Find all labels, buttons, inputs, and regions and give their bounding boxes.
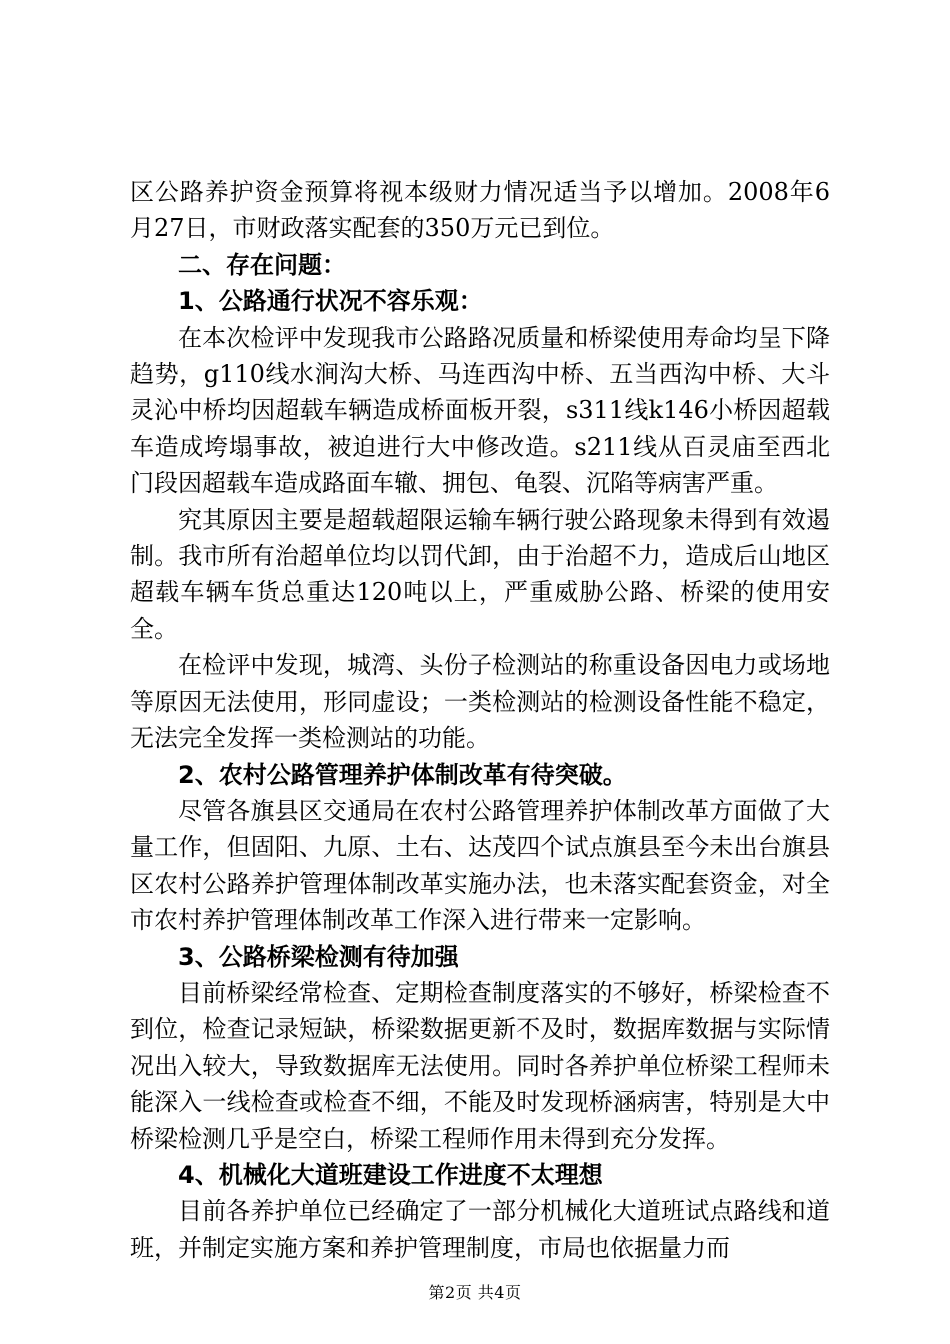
paragraph-continued: 区公路养护资金预算将视本级财力情况适当予以增加。2008年6月27日，市财政落实配套的350万元已到位。: [130, 178, 830, 243]
subheading-4: 4、机械化大道班建设工作进度不太理想: [178, 1160, 603, 1189]
subheading-3: 3、公路桥梁检测有待加强: [178, 942, 459, 971]
subheading-2: 2、农村公路管理养护体制改革有待突破。: [178, 760, 627, 789]
document-body: [130, 174, 830, 1266]
page-number-footer: 第2页 共4页: [428, 1283, 522, 1302]
subheading-1: 1、公路通行状况不容乐观：: [178, 287, 483, 316]
section-heading-problems: 二、存在问题：: [178, 250, 346, 279]
paragraph: 究其原因主要是超载超限运输车辆行驶公路现象未得到有效遏制。我市所有治超单位均以罚代卸，由于治超不力，造成后山地区超载车辆车货总重达120吨以上，严重威胁公路、桥梁的使用安全。: [130, 505, 830, 643]
paragraph: 尽管各旗县区交通局在农村公路管理养护体制改革方面做了大量工作，但固阳、九原、土右、达茂四个试点旗县至今未出台旗县区农村公路养护管理体制改革实施办法，也未落实配套资金，对全市农村养护管理体制改革工作深入进行带来一定影响。: [130, 796, 830, 935]
paragraph: 目前桥梁经常检查、定期检查制度落实的不够好，桥梁检查不到位，检查记录短缺，桥梁数据更新不及时，数据库数据与实际情况出入较大，导致数据库无法使用。同时各养护单位桥梁工程师未能深入一线检查或检查不细，不能及时发现桥涵病害，特别是大中桥梁检测几乎是空白，桥梁工程师作用未得到充分发挥。: [130, 978, 830, 1153]
paragraph: 在检评中发现，城湾、头份子检测站的称重设备因电力或场地等原因无法使用，形同虚设；一类检测站的检测设备性能不稳定，无法完全发挥一类检测站的功能。: [130, 651, 830, 753]
paragraph: 目前各养护单位已经确定了一部分机械化大道班试点路线和道班，并制定实施方案和养护管理制度，市局也依据量力而: [130, 1197, 830, 1262]
paragraph: 在本次检评中发现我市公路路况质量和桥梁使用寿命均呈下降趋势，g110线水涧沟大桥、马连西沟中桥、五当西沟中桥、大斗灵沁中桥均因超载车辆造成桥面板开裂，s311线k146小桥因超载车造成垮塌事故，被迫进行大中修改造。s211线从百灵庙至西北门段因超载车造成路面车辙、拥包、龟裂、沉陷等病害严重。: [130, 323, 830, 498]
